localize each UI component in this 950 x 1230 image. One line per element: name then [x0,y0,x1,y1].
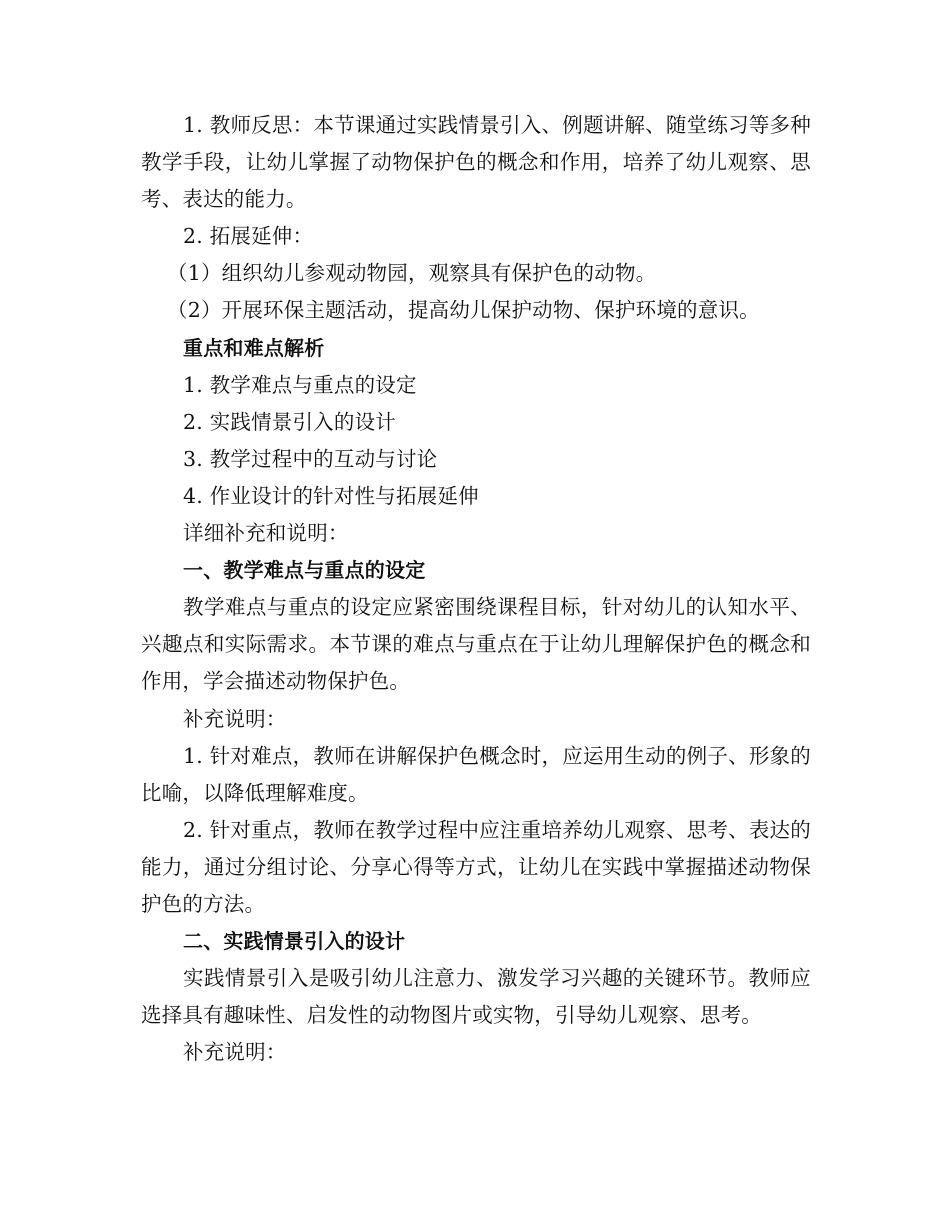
paragraph-section-one-body: 教学难点与重点的设定应紧密围绕课程目标，针对幼儿的认知水平、兴趣点和实际需求。本节课的难点与重点在于让幼儿理解保护色的概念和作用，学会描述动物保护色。 [141,595,811,694]
paragraph-supplement-item-1: 1. 针对难点，教师在讲解保护色概念时，应运用生动的例子、形象的比喻，以降低理解难度。 [141,743,811,805]
paragraph-supplement-label: 补充说明： [183,706,287,731]
paragraph-section-two-body: 实践情景引入是吸引幼儿注意力、激发学习兴趣的关键环节。教师应选择具有趣味性、启发性的动物图片或实物，引导幼儿观察、思考。 [141,966,811,1028]
list-item-key-point-2: 2. 实践情景引入的设计 [183,409,396,434]
heading-section-two: 二、实践情景引入的设计 [183,929,406,954]
paragraph-extension-item-1: （1）组织幼儿参观动物园，观察具有保护色的动物。 [167,261,657,286]
document-body [141,107,811,1071]
paragraph-detail-intro: 详细补充和说明： [183,521,349,546]
paragraph-supplement-label-2: 补充说明： [183,1040,287,1065]
list-item-key-point-3: 3. 教学过程中的互动与讨论 [183,446,438,471]
paragraph-supplement-item-2: 2. 针对重点，教师在教学过程中应注重培养幼儿观察、思考、表达的能力，通过分组讨论、分享心得等方式，让幼儿在实践中掌握描述动物保护色的方法。 [141,817,811,916]
list-item-key-point-4: 4. 作业设计的针对性与拓展延伸 [183,483,479,508]
paragraph-extension-item-2: （2）开展环保主题活动，提高幼儿保护动物、保护环境的意识。 [167,298,760,323]
heading-section-one: 一、教学难点与重点的设定 [183,558,426,583]
heading-key-points: 重点和难点解析 [183,335,325,360]
paragraph-extension-title: 2. 拓展延伸： [183,224,314,249]
list-item-key-point-1: 1. 教学难点与重点的设定 [183,372,417,397]
paragraph-teacher-reflection: 1. 教师反思：本节课通过实践情景引入、例题讲解、随堂练习等多种教学手段，让幼儿掌握了动物保护色的概念和作用，培养了幼儿观察、思考、表达的能力。 [141,113,811,212]
